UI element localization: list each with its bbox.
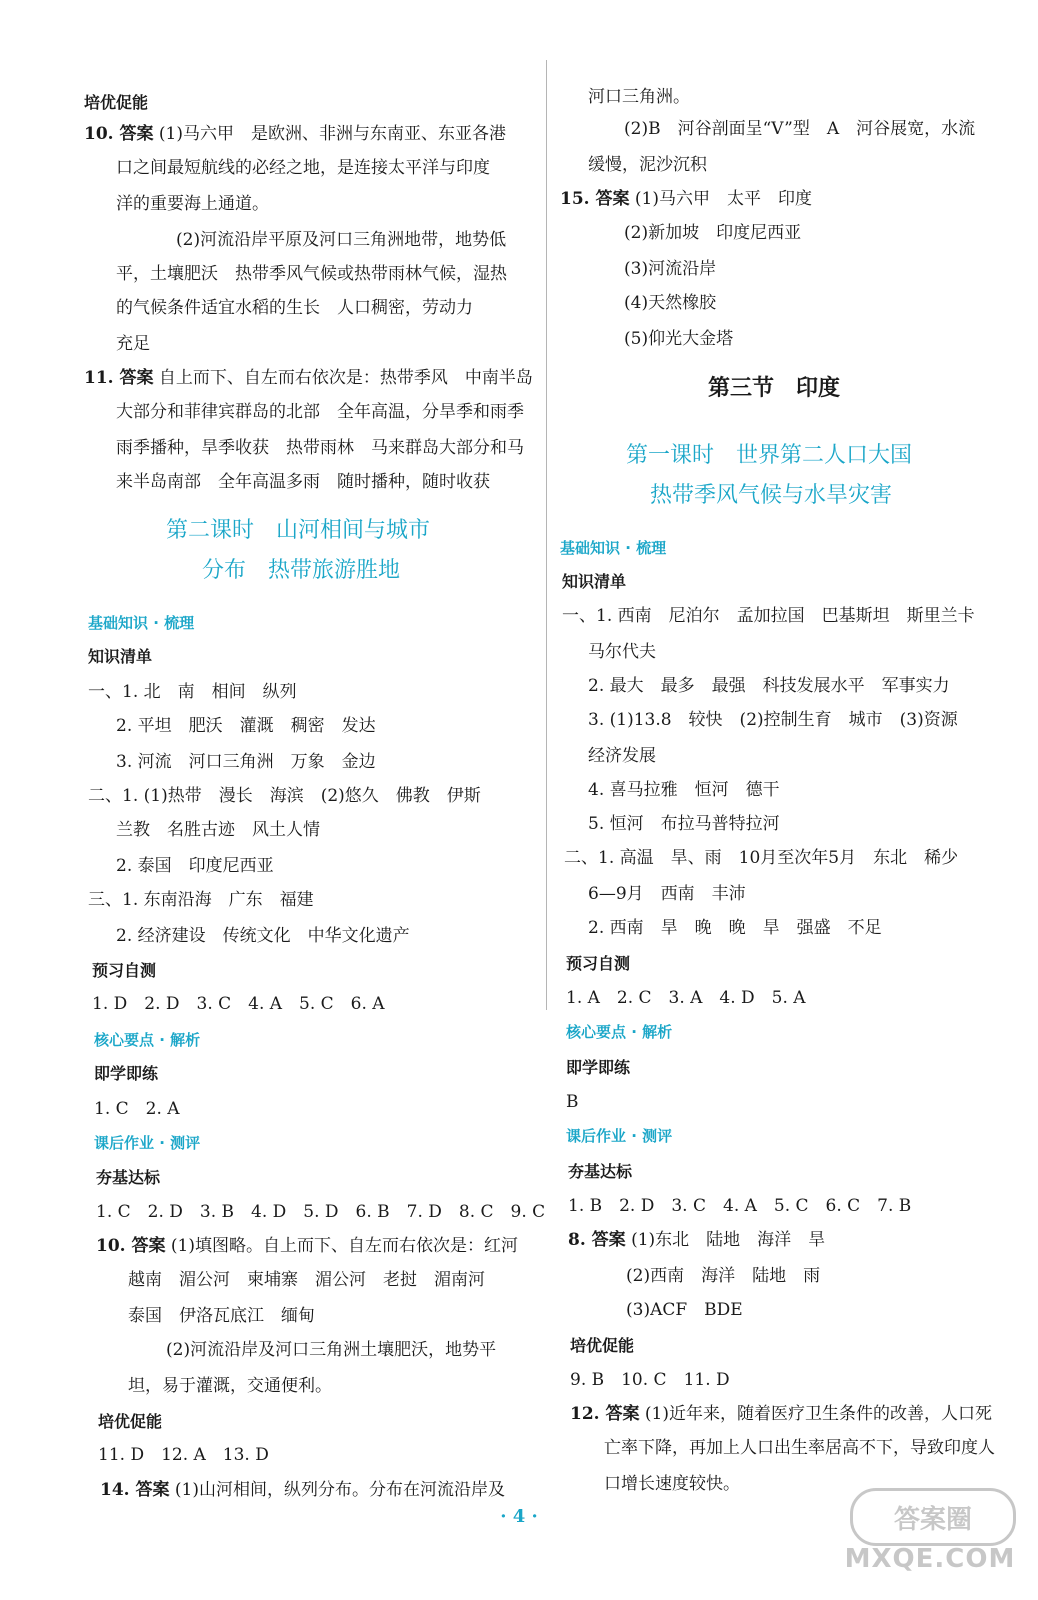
left-line: 三、1. 东南沿海 广东 福建 — [88, 890, 314, 910]
left-line: 一、1. 北 南 相间 纵列 — [88, 682, 297, 702]
left-line: 11. D 12. A 13. D — [98, 1445, 269, 1465]
right-line: 4. 喜马拉雅 恒河 德干 — [588, 780, 780, 800]
answer-text: (1)填图略。自上而下、自左而右依次是：红河 — [165, 1236, 518, 1256]
left-line: (2)河流沿岸平原及河口三角洲地带，地势低 — [176, 230, 507, 250]
left-line: 来半岛南部 全年高温多雨 随时播种，随时收获 — [116, 472, 490, 492]
right-line: 基础知识 · 梳理 — [560, 539, 667, 557]
left-line — [84, 367, 533, 389]
question-number: 8. — [568, 1230, 592, 1250]
answer-text: (1)东北 陆地 海洋 旱 — [625, 1230, 826, 1250]
right-line: 2. 西南 旱 晚 晚 旱 强盛 不足 — [588, 918, 882, 938]
left-line: 越南 湄公河 柬埔寨 湄公河 老挝 湄南河 — [128, 1270, 485, 1290]
left-line: 课后作业 · 测评 — [94, 1134, 201, 1152]
left-line: 2. 经济建设 传统文化 中华文化遗产 — [116, 926, 410, 946]
answer-text: 自上而下、自左而右依次是：热带季风 中南半岛 — [153, 368, 533, 388]
right-line: 核心要点 · 解析 — [566, 1023, 673, 1041]
left-line: 的气候条件适宜水稻的生长 人口稠密，劳动力 — [116, 298, 473, 318]
watermark-top-text: 答案圈 — [893, 1505, 972, 1535]
watermark-logo — [842, 1488, 1018, 1592]
right-line: B — [566, 1092, 579, 1112]
answer-text: (1)马六甲 是欧洲、非洲与东南亚、东亚各港 — [153, 124, 506, 144]
right-line: 6—9月 西南 丰沛 — [588, 884, 746, 904]
left-line: 口之间最短航线的必经之地，是连接太平洋与印度 — [116, 158, 490, 178]
watermark-badge — [850, 1488, 1016, 1546]
right-line: 经济发展 — [588, 746, 656, 766]
left-line: 泰国 伊洛瓦底江 缅甸 — [128, 1306, 315, 1326]
right-line: 9. B 10. C 11. D — [570, 1370, 730, 1390]
left-line: (2)河流沿岸及河口三角洲土壤肥沃，地势平 — [166, 1340, 497, 1360]
left-line: 知识清单 — [88, 647, 153, 666]
right-line — [570, 1403, 992, 1425]
right-line: 课后作业 · 测评 — [566, 1127, 673, 1145]
right-line — [568, 1229, 825, 1251]
right-line: 1. A 2. C 3. A 4. D 5. A — [566, 988, 806, 1008]
right-line: (2)B 河谷剖面呈“V”型 A 河谷展宽，水流 — [624, 119, 976, 139]
answer-label: 答案 — [119, 368, 154, 388]
left-line: 二、1. (1)热带 漫长 海滨 (2)悠久 佛教 伊斯 — [88, 786, 481, 806]
answer-label: 答案 — [135, 1480, 170, 1500]
right-line: (5)仰光大金塔 — [624, 329, 734, 349]
right-line: 马尔代夫 — [588, 642, 656, 662]
left-line: 核心要点 · 解析 — [94, 1031, 201, 1049]
right-line: 3. (1)13.8 较快 (2)控制生育 城市 (3)资源 — [588, 710, 958, 730]
left-line — [84, 123, 506, 145]
left-line: 大部分和菲律宾群岛的北部 全年高温，分旱季和雨季 — [116, 402, 524, 422]
watermark-url: MXQE.COM — [844, 1544, 1016, 1574]
left-line: 培优促能 — [84, 93, 149, 112]
right-line: (4)天然橡胶 — [624, 293, 717, 313]
left-line: 1. C 2. A — [94, 1099, 180, 1119]
answer-text: (1)山河相间，纵列分布。分布在河流沿岸及 — [169, 1480, 505, 1500]
left-line: 洋的重要海上通道。 — [116, 194, 269, 214]
left-line: 预习自测 — [92, 961, 157, 980]
right-line: 即学即练 — [566, 1058, 631, 1077]
question-number: 10. — [96, 1236, 132, 1256]
right-line: (2)西南 海洋 陆地 雨 — [626, 1266, 821, 1286]
right-line: 热带季风气候与水旱灾害 — [650, 483, 893, 508]
left-line: 1. C 2. D 3. B 4. D 5. D 6. B 7. D 8. C 9. C — [96, 1202, 546, 1222]
right-line: 预习自测 — [566, 954, 631, 973]
right-line — [560, 188, 812, 210]
left-line: 1. D 2. D 3. C 4. A 5. C 6. A — [92, 994, 385, 1014]
left-line: 坦，易于灌溉，交通便利。 — [128, 1376, 332, 1396]
right-line: 第三节 印度 — [708, 376, 841, 401]
column-divider — [546, 60, 547, 1010]
left-line: 平，土壤肥沃 热带季风气候或热带雨林气候，湿热 — [116, 264, 507, 284]
left-line: 2. 平坦 肥沃 灌溉 稠密 发达 — [116, 716, 376, 736]
left-line: 充足 — [116, 334, 150, 354]
question-number: 12. — [570, 1404, 606, 1424]
left-line: 第二课时 山河相间与城市 — [166, 518, 431, 543]
right-line: 2. 最大 最多 最强 科技发展水平 军事实力 — [588, 676, 950, 696]
answer-label: 答案 — [591, 1230, 626, 1250]
right-line: 第一课时 世界第二人口大国 — [626, 443, 913, 468]
left-line: 夯基达标 — [96, 1168, 161, 1187]
left-line: 培优促能 — [98, 1412, 163, 1431]
answer-label: 答案 — [119, 124, 154, 144]
right-line: (3)河流沿岸 — [624, 259, 717, 279]
right-line: 夯基达标 — [568, 1162, 633, 1181]
question-number: 10. — [84, 124, 120, 144]
right-line: 二、1. 高温 旱、雨 10月至次年5月 东北 稀少 — [564, 848, 959, 868]
left-line: 即学即练 — [94, 1064, 159, 1083]
right-line: 1. B 2. D 3. C 4. A 5. C 6. C 7. B — [568, 1196, 912, 1216]
answer-text: (1)马六甲 太平 印度 — [629, 189, 812, 209]
right-line: 5. 恒河 布拉马普特拉河 — [588, 814, 780, 834]
question-number: 14. — [100, 1480, 136, 1500]
page-number: · 4 · — [500, 1506, 538, 1527]
left-line: 2. 泰国 印度尼西亚 — [116, 856, 274, 876]
left-line: 兰教 名胜古迹 风土人情 — [116, 820, 320, 840]
right-line: 培优促能 — [570, 1336, 635, 1355]
right-line: 缓慢，泥沙沉积 — [588, 155, 707, 175]
right-line: 口增长速度较快。 — [604, 1474, 740, 1494]
left-line: 分布 热带旅游胜地 — [202, 558, 401, 583]
left-line — [96, 1235, 518, 1257]
right-line: 知识清单 — [562, 572, 627, 591]
right-line: (2)新加坡 印度尼西亚 — [624, 223, 802, 243]
right-line: 河口三角洲。 — [588, 87, 690, 107]
answer-text: (1)近年来，随着医疗卫生条件的改善，人口死 — [639, 1404, 992, 1424]
question-number: 11. — [84, 368, 120, 388]
right-line: 亡率下降，再加上人口出生率居高不下，导致印度人 — [604, 1438, 995, 1458]
left-line: 雨季播种，旱季收获 热带雨林 马来群岛大部分和马 — [116, 438, 524, 458]
answer-label: 答案 — [131, 1236, 166, 1256]
answer-label: 答案 — [595, 189, 630, 209]
left-line: 3. 河流 河口三角洲 万象 金边 — [116, 752, 376, 772]
question-number: 15. — [560, 189, 596, 209]
answer-label: 答案 — [605, 1404, 640, 1424]
right-line: 一、1. 西南 尼泊尔 孟加拉国 巴基斯坦 斯里兰卡 — [562, 606, 975, 626]
left-line: 基础知识 · 梳理 — [88, 614, 195, 632]
left-line — [100, 1479, 505, 1501]
right-line: (3)ACF BDE — [626, 1300, 743, 1320]
